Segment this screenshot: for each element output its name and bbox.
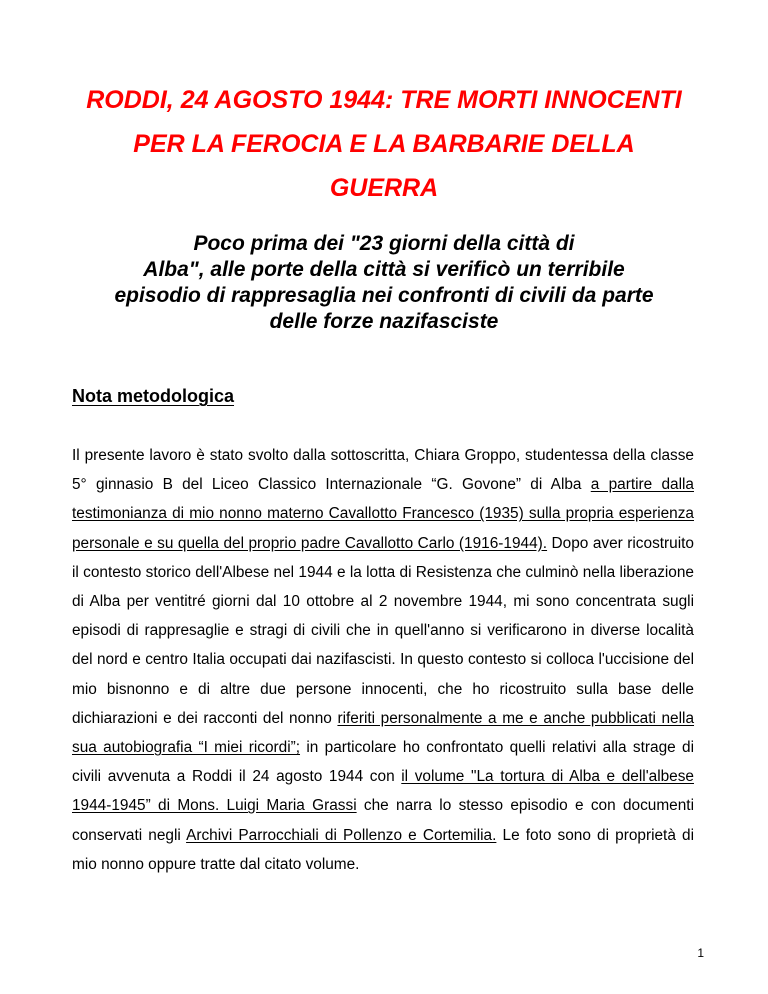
paragraph-text-5: Le foto sono di proprietà di mio nonno oppure tratte dal citato volume. xyxy=(72,826,694,873)
methodology-paragraph xyxy=(72,441,694,879)
subtitle-line-3: episodio di rappresaglia nei confronti di civili da parte xyxy=(114,284,654,307)
paragraph-text-3: in particolare ho confrontato quelli relativi alla strage di civili avvenuta a Roddi il 24 agosto 1944 con xyxy=(72,739,694,786)
underlined-phrase-volume: il volume "La tortura di Alba e dell'albese 1944-1945” di Mons. Luigi Maria Grassi xyxy=(72,768,694,815)
title-line-1: RODDI, 24 AGOSTO 1944: TRE MORTI INNOCENTI xyxy=(86,86,682,114)
document-subtitle xyxy=(40,231,728,335)
page-number: 1 xyxy=(697,946,704,960)
paragraph-text-2: Dopo aver ricostruito il contesto storico dell'Albese nel 1944 e la lotta di Resistenza che culminò nella liberazione di Alba per ventitré giorni dal 10 ottobre al 2 novembre 1944, mi sono concentrata sugli episodi di rappresaglie e stragi di civili che in quell'anno si verificarono in diverse località del nord e centro Italia occupati dai nazifascisti. In questo contesto si colloca l'uccisione del mio bisnonno e di altre due persone innocenti, che ho ricostruito sulla base delle dichiarazioni e dei racconti del nonno xyxy=(72,534,694,727)
section-heading: Nota metodologica xyxy=(72,386,235,406)
document-title xyxy=(40,78,728,210)
title-line-3: GUERRA xyxy=(329,174,439,202)
paragraph-text-1: Il presente lavoro è stato svolto dalla sottoscritta, Chiara Groppo, studentessa della classe 5° ginnasio B del Liceo Classico Internazionale “G. Govone” di Alba xyxy=(72,447,694,494)
underlined-phrase-testimony: a partire dalla testimonianza di mio nonno materno Cavallotto Francesco (1935) sulla propria esperienza personale e su quella del proprio padre Cavallotto Carlo (1916-1944). xyxy=(72,476,694,552)
subtitle-line-2: Alba", alle porte della città si verificò un terribile xyxy=(143,258,625,281)
underlined-phrase-archives: Archivi Parrocchiali di Pollenzo e Cortemilia. xyxy=(186,826,497,844)
underlined-phrase-autobiography: riferiti personalmente a me e anche pubblicati nella sua autobiografia “I miei ricordi”; xyxy=(72,709,695,757)
paragraph-text-4: che narra lo stesso episodio e con documenti conservati negli xyxy=(72,797,694,844)
subtitle-line-1: Poco prima dei "23 giorni della città di xyxy=(193,232,575,255)
title-line-2: PER LA FEROCIA E LA BARBARIE DELLA xyxy=(133,130,635,158)
subtitle-line-4: delle forze nazifasciste xyxy=(269,310,499,333)
